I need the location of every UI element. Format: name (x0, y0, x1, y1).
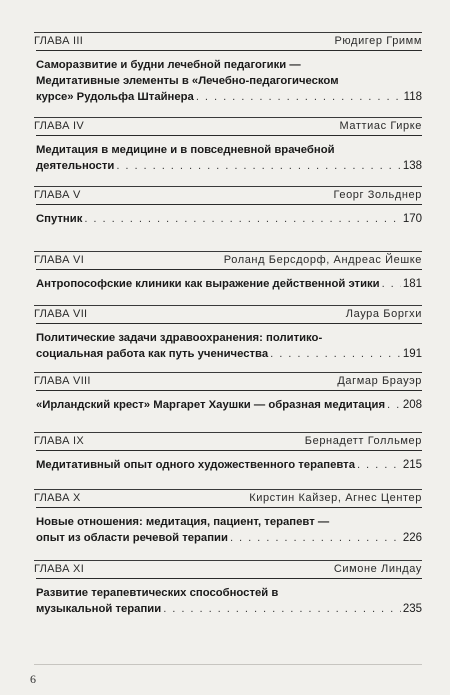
chapter-header (34, 563, 422, 575)
leader-dots (196, 89, 402, 105)
chapter-author: Кирстин Кайзер, Агнес Центер (249, 492, 422, 504)
page-ref: 208 (402, 399, 422, 411)
chapter-title (36, 450, 422, 473)
chapter-author: Лаура Боргхи (345, 308, 422, 320)
chapter-title (36, 135, 422, 174)
title-last-line (36, 346, 422, 362)
chapter-label: ГЛАВА XI (34, 563, 85, 575)
chapter-rule (34, 432, 422, 433)
leader-dots (382, 276, 401, 292)
chapter-title (36, 390, 422, 413)
chapter-rule (34, 251, 422, 252)
title-last-line (36, 89, 422, 105)
title-line: опыт из области речевой терапии (36, 532, 228, 544)
chapter-author: Дагмар Брауэр (337, 375, 422, 387)
page-ref: 215 (402, 459, 422, 471)
page-ref: 226 (402, 532, 422, 544)
title-last-line (36, 601, 422, 617)
chapter-title (36, 269, 422, 292)
chapter-author: Бернадетт Голльмер (304, 435, 422, 447)
title-line: Антропософские клиники как выражение действенной этики (36, 278, 380, 290)
chapter-label: ГЛАВА V (34, 189, 81, 201)
chapter-header (34, 35, 422, 47)
title-last-line (36, 276, 422, 292)
chapter-label: ГЛАВА IV (34, 120, 85, 132)
title-line: «Ирландский крест» Маргарет Хаушки — образная медитация (36, 399, 386, 411)
title-last-line (36, 158, 422, 174)
page-ref: 118 (403, 91, 422, 103)
chapter-rule (34, 372, 422, 373)
chapter-rule (34, 489, 422, 490)
leader-dots (230, 530, 401, 546)
title-line: Медитация в медицине и в повседневной врачебной (36, 144, 335, 156)
title-line: Саморазвитие и будни лечебной педагогики — (36, 59, 301, 71)
title-line: курсе» Рудольфа Штайнера (36, 91, 194, 103)
page-edge-line (34, 664, 422, 665)
title-line: Новые отношения: медитация, пациент, терапевт — (36, 516, 330, 528)
leader-dots (84, 211, 400, 227)
title-last-line (36, 457, 422, 473)
title-line: деятельности (36, 160, 115, 172)
title-line: Спутник (36, 213, 83, 225)
page-number: 6 (30, 672, 36, 686)
chapter-header (34, 435, 422, 447)
title-line: музыкальной терапии (36, 603, 162, 615)
title-line: социальная работа как путь ученичества (36, 348, 269, 360)
chapter-author: Симоне Линдау (333, 563, 422, 575)
chapter-author: Роланд Берсдорф, Андреас Йешке (223, 254, 422, 266)
chapter-title (36, 50, 422, 105)
chapter-label: ГЛАВА VI (34, 254, 85, 266)
page-ref: 170 (402, 213, 422, 225)
chapter-rule (34, 186, 422, 187)
page-ref: 235 (402, 603, 422, 615)
title-line: Развитие терапевтических способностей в (36, 587, 279, 599)
chapter-header (34, 254, 422, 266)
leader-dots (270, 346, 401, 362)
chapter-label: ГЛАВА X (34, 492, 81, 504)
leader-dots (357, 457, 401, 473)
chapter-title (36, 323, 422, 362)
page-ref: 181 (402, 278, 422, 290)
chapter-header (34, 308, 422, 320)
page-ref: 138 (402, 160, 422, 172)
chapter-author: Маттиас Гирке (339, 120, 422, 132)
chapter-rule (34, 117, 422, 118)
chapter-header (34, 492, 422, 504)
title-line: Политические задачи здравоохранения: политико- (36, 332, 323, 344)
title-last-line (36, 530, 422, 546)
title-line: Медитативные элементы в «Лечебно-педагогическом (36, 75, 339, 87)
chapter-rule (34, 32, 422, 33)
title-line: Медитативный опыт одного художественного терапевта (36, 459, 355, 471)
chapter-label: ГЛАВА III (34, 35, 84, 47)
leader-dots (116, 158, 400, 174)
chapter-rule (34, 305, 422, 306)
chapter-author: Георг Зольднер (333, 189, 422, 201)
leader-dots (387, 397, 401, 413)
page-ref: 191 (402, 348, 422, 360)
chapter-label: ГЛАВА VII (34, 308, 88, 320)
chapter-author: Рюдигер Гримм (334, 35, 422, 47)
chapter-title (36, 204, 422, 227)
title-last-line (36, 397, 422, 413)
chapter-title (36, 578, 422, 617)
title-last-line (36, 211, 422, 227)
chapter-header (34, 375, 422, 387)
chapter-rule (34, 560, 422, 561)
leader-dots (163, 601, 401, 617)
chapter-header (34, 189, 422, 201)
chapter-label: ГЛАВА VIII (34, 375, 91, 387)
chapter-header (34, 120, 422, 132)
chapter-label: ГЛАВА IX (34, 435, 85, 447)
chapter-title (36, 507, 422, 546)
